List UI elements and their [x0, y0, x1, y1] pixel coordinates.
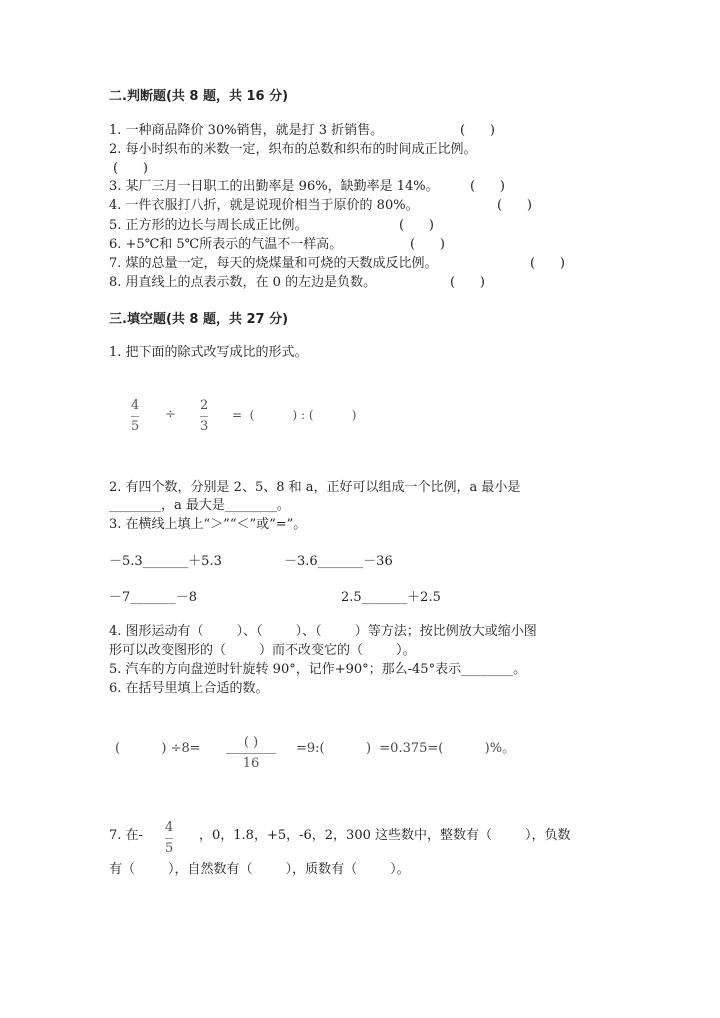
fill-q2-line1: 2. 有四个数，分别是 2、5、8 和 a，正好可以组成一个比例，a 最小是: [109, 480, 521, 495]
judge-q2: 2. 每小时织布的米数一定，织布的总数和织布的时间成正比例。: [109, 142, 477, 157]
judge-q5: 5. 正方形的边长与周长成正比例。: [109, 218, 308, 233]
fraction-2-3: [200, 398, 208, 435]
compare-4[interactable]: 2.5_______＋2.5: [341, 590, 441, 605]
numerator-blank[interactable]: ( ): [243, 735, 259, 750]
compare-3[interactable]: －7_______－8: [109, 590, 198, 605]
denominator: 16: [242, 756, 260, 771]
section2-title: 二.判断题(共 8 题，共 16 分): [109, 89, 289, 104]
fill-q7-line2: 有（ ），自然数有（ ），质数有（ ）。: [109, 862, 410, 877]
numerator: 2: [200, 398, 209, 413]
answer-blank[interactable]: ( ): [497, 198, 532, 213]
q6-part1[interactable]: ( ) ÷8=: [115, 741, 201, 756]
q6-part2[interactable]: =9:( ) =0.375=( )%。: [296, 741, 516, 756]
answer-blank[interactable]: ( ): [399, 218, 434, 233]
fraction-blank-16: [226, 735, 276, 772]
answer-blank[interactable]: ( ): [470, 179, 505, 194]
compare-1[interactable]: －5.3_______＋5.3: [109, 554, 222, 569]
compare-2[interactable]: －3.6_______－36: [284, 554, 393, 569]
answer-blank[interactable]: ( ): [450, 275, 485, 290]
fill-q4-line2: 形可以改变图形的（ ）而不改变它的（ ）。: [109, 643, 416, 658]
fill-q7-post: ，0，1.8，+5，-6，2，300 这些数中，整数有（ ），负数: [199, 828, 571, 843]
fill-q1: 1. 把下面的除式改写成比的形式。: [109, 345, 308, 360]
judge-q1: 1. 一种商品降价 30%销售，就是打 3 折销售。: [109, 123, 384, 138]
answer-blank[interactable]: ( ): [530, 256, 565, 271]
judge-q3: 3. 某厂三月一日职工的出勤率是 96%，缺勤率是 14%。: [109, 179, 439, 194]
judge-q7: 7. 煤的总量一定，每天的烧煤量和可烧的天数成反比例。: [109, 256, 438, 271]
answer-blank[interactable]: ( ): [410, 237, 445, 252]
answer-blank[interactable]: ( ): [460, 123, 495, 138]
answer-blank[interactable]: ( ): [113, 161, 148, 176]
judge-q6: 6. +5℃和 5℃所表示的气温不一样高。: [109, 237, 343, 252]
judge-q4: 4. 一件衣服打八折，就是说现价相当于原价的 80%。: [109, 198, 419, 213]
fill-q3: 3. 在横线上填上“＞”“＜”或“=”。: [109, 517, 307, 532]
numerator: 4: [165, 820, 174, 835]
divide-sign: ÷: [165, 407, 176, 422]
denominator: 3: [200, 419, 209, 434]
fill-q2-line2[interactable]: ________，a 最大是________。: [109, 498, 290, 513]
section3-title: 三.填空题(共 8 题，共 27 分): [109, 312, 289, 327]
fill-q7-pre: 7. 在-: [109, 828, 143, 843]
fill-q5: 5. 汽车的方向盘逆时针旋转 90°，记作+90°；那么-45°表示________。: [109, 662, 527, 677]
numerator: 4: [131, 398, 140, 413]
fraction-4-5: [131, 398, 139, 435]
fill-q4-line1: 4. 图形运动有（ ）、（ ）、（ ）等方法；按比例放大或缩小图: [109, 624, 537, 639]
fraction-4-5: [165, 820, 173, 857]
denominator: 5: [165, 841, 174, 856]
ratio-blanks[interactable]: = ( ) : ( ): [232, 408, 357, 422]
judge-q8: 8. 用直线上的点表示数，在 0 的左边是负数。: [109, 275, 377, 290]
denominator: 5: [131, 419, 140, 434]
fill-q6: 6. 在括号里填上合适的数。: [109, 681, 269, 696]
